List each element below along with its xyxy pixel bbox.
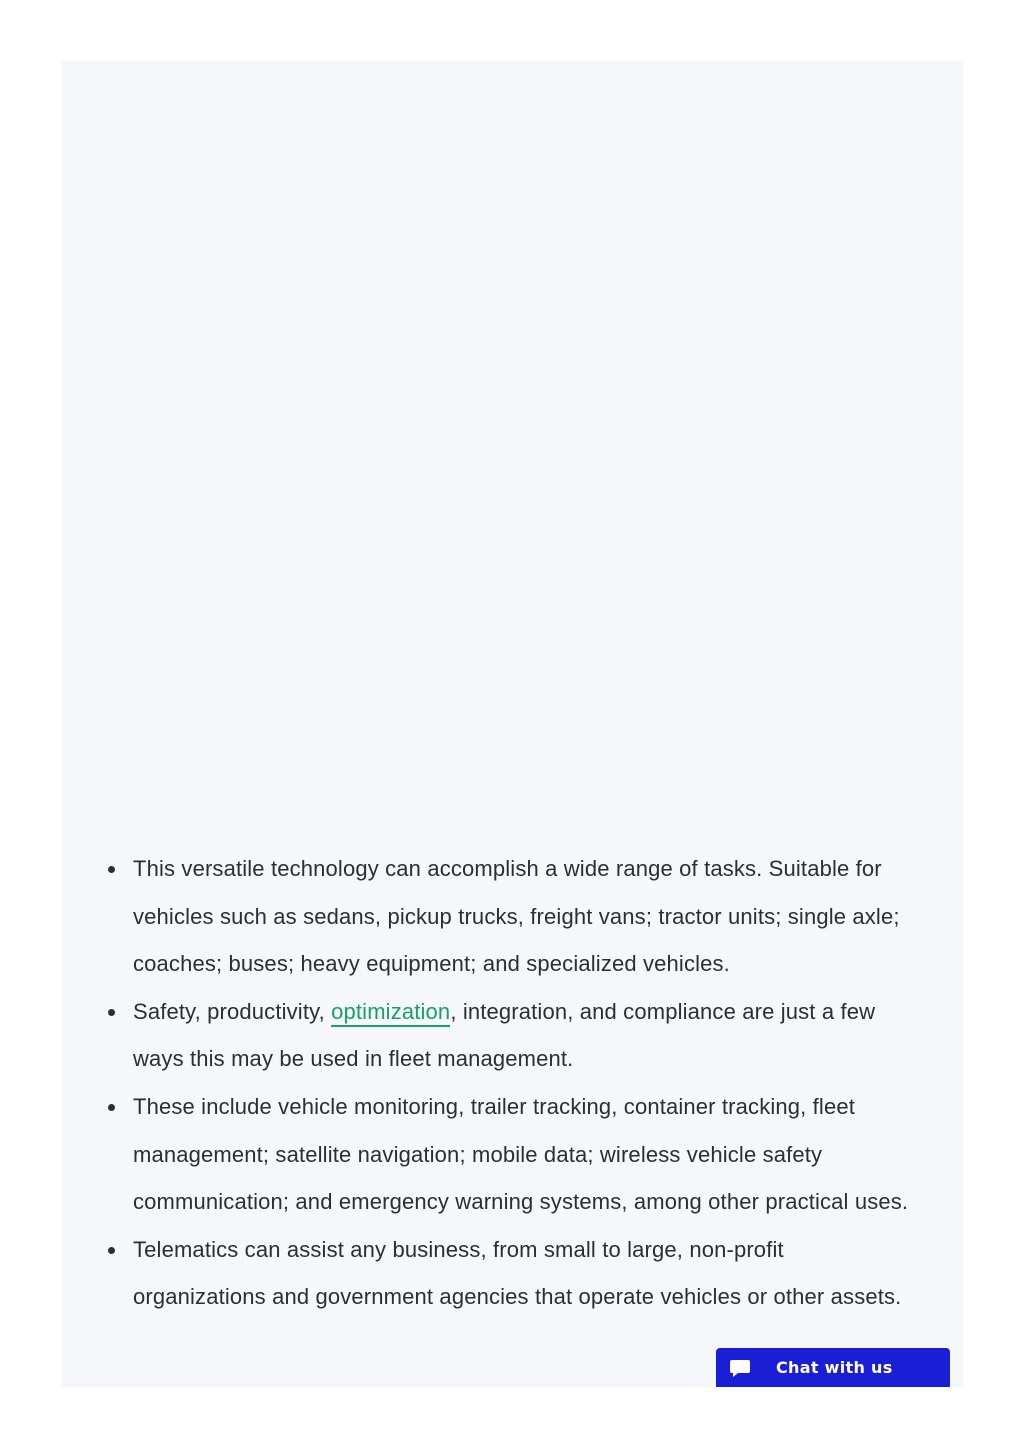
optimization-link[interactable]: optimization [331, 999, 450, 1027]
chat-bubble-icon [729, 1357, 751, 1379]
media-placeholder [62, 61, 963, 831]
bullet-text: These include vehicle monitoring, trailer tracking, container tracking, fleet management; satellite navigation; mobile data; wireless vehicle safety communication; and emergency warning systems, among other practical uses. [133, 1093, 909, 1215]
chat-label: Chat with us [776, 1358, 893, 1377]
bullet-text-before-link: Safety, productivity, [133, 998, 332, 1024]
bullet-text: This versatile technology can accomplish a wide range of tasks. Suitable for vehicles such as sedans, pickup trucks, freight vans; tractor units; single axle; coaches; buses; heavy equipment; and specialized vehicles. [133, 856, 900, 977]
feature-bullet-list [62, 845, 913, 1321]
chat-with-us-button[interactable] [716, 1348, 950, 1387]
bullet-item-vehicle-types [133, 845, 913, 988]
bullet-text: Telematics can assist any business, from small to large, non-profit organizations and government agencies that operate vehicles or other assets. [133, 1236, 902, 1310]
bullet-item-business-types [133, 1226, 913, 1321]
bullet-item-applications [133, 1083, 913, 1226]
bullet-item-fleet-uses [133, 988, 913, 1083]
bullet-text-after-link: , integration, and compliance are just a few ways this may be used in fleet management. [133, 998, 876, 1072]
article-content-panel [62, 61, 963, 1387]
